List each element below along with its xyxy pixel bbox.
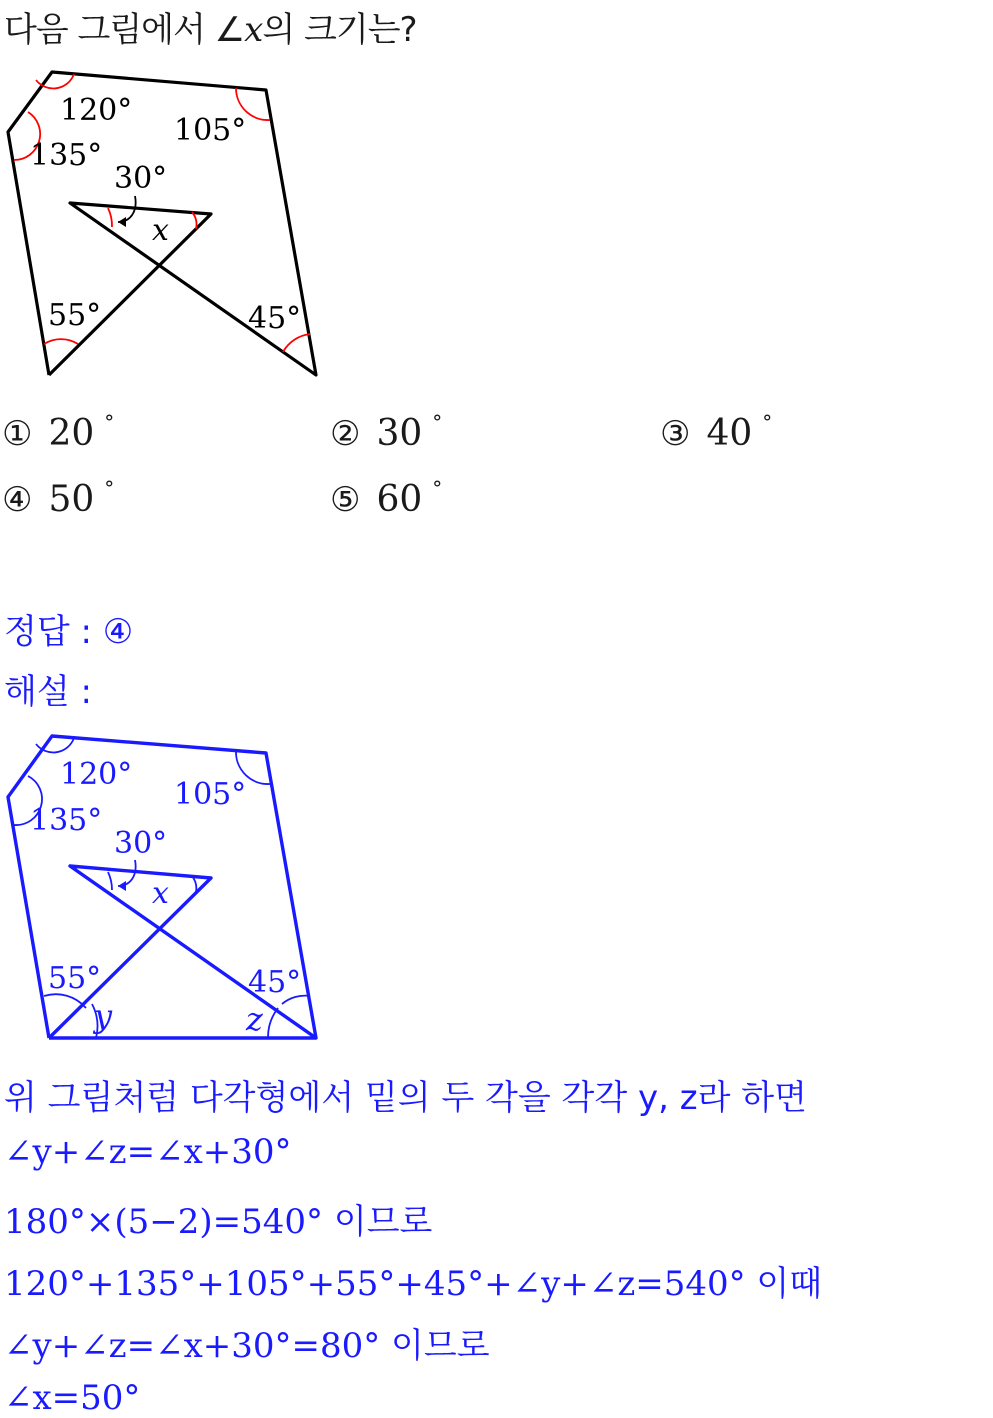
explanation-label: 해설 : bbox=[4, 672, 92, 712]
sol-label-105: 105° bbox=[174, 777, 247, 812]
sol-label-x: x bbox=[152, 876, 169, 911]
solution-figure bbox=[0, 725, 330, 1055]
choice-2[interactable]: ② 30 ° bbox=[330, 410, 443, 454]
answer-label: 정답 : ④ bbox=[4, 612, 134, 652]
sol-label-y: y bbox=[94, 997, 113, 1035]
solution-line-1: 위 그림처럼 다각형에서 밑의 두 각을 각각 y, z라 하면 bbox=[4, 1078, 807, 1118]
sol-label-135: 135° bbox=[30, 803, 103, 838]
label-55: 55° bbox=[48, 298, 102, 333]
label-x: x bbox=[152, 213, 169, 248]
choice-3[interactable]: ③ 40 ° bbox=[660, 410, 773, 454]
choice-4[interactable]: ④ 50 ° bbox=[2, 476, 115, 520]
question-title-var: x bbox=[244, 10, 263, 50]
label-30: 30° bbox=[114, 161, 168, 196]
sol-label-120: 120° bbox=[60, 757, 133, 792]
sol-label-55: 55° bbox=[48, 961, 102, 996]
sol-label-30: 30° bbox=[114, 826, 168, 861]
label-135: 135° bbox=[30, 138, 103, 173]
solution-line-5: ∠y+∠z=∠x+30°=80° 이므로 bbox=[4, 1326, 490, 1366]
sol-label-45: 45° bbox=[248, 965, 302, 1000]
label-120: 120° bbox=[60, 93, 133, 128]
choice-1[interactable]: ① 20 ° bbox=[2, 410, 115, 454]
label-45: 45° bbox=[248, 301, 302, 336]
solution-line-6: ∠x=50° bbox=[4, 1378, 141, 1418]
sol-label-z: z bbox=[246, 1000, 263, 1038]
choice-5[interactable]: ⑤ 60 ° bbox=[330, 476, 443, 520]
question-title-prefix: 다음 그림에서 ∠ bbox=[4, 10, 245, 50]
question-title-suffix: 의 크기는? bbox=[262, 10, 417, 50]
solution-line-4: 120°+135°+105°+55°+45°+∠y+∠z=540° 이때 bbox=[4, 1264, 823, 1304]
solution-line-2: ∠y+∠z=∠x+30° bbox=[4, 1132, 292, 1172]
solution-line-3: 180°×(5−2)=540° 이므로 bbox=[4, 1202, 433, 1242]
question-title bbox=[4, 2, 417, 51]
question-figure bbox=[0, 60, 330, 390]
label-105: 105° bbox=[174, 113, 247, 148]
